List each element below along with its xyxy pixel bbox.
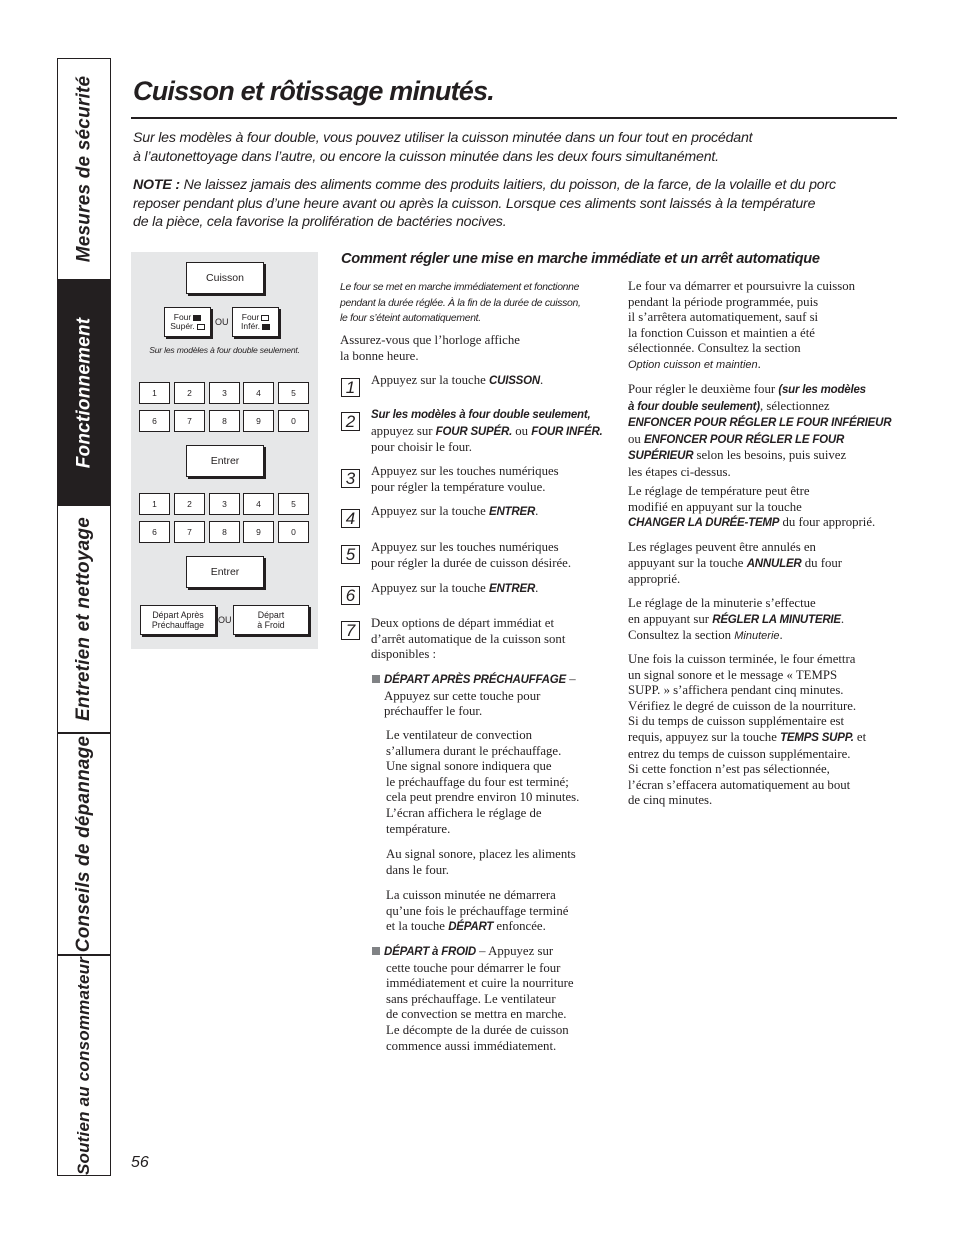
page-title: Cuisson et rôtissage minutés. (133, 76, 494, 106)
keypad-2-key-1: 1 (139, 493, 170, 515)
col3-paragraph-4: Les réglages peuvent être annulés en appuyant sur la touche ANNULER du four approprié. (628, 540, 843, 587)
step-1-text: Appuyez sur la touche CUISSON. (371, 373, 544, 387)
tab-conseils-depannage[interactable]: Conseils de dépannage (57, 733, 111, 955)
step-6-text: Appuyez sur la touche ENTRER. (371, 581, 539, 595)
col3-paragraph-3: Le réglage de température peut être modifié en appuyant sur la touche CHANGER LA DURÉE-TEMP du four approprié. (628, 484, 876, 530)
keypad-1-key-5: 5 (278, 382, 309, 404)
four-super-key: Four Supér. (164, 307, 211, 337)
keypad-1-key-6: 6 (139, 410, 170, 432)
step-4-text: Appuyez sur la touche ENTRER. (371, 504, 539, 518)
indicator-filled-icon (193, 315, 201, 321)
ou-label: OU (215, 317, 229, 327)
step-number-1: 1 (341, 378, 360, 397)
four-infer-key: Four Infér. (232, 307, 279, 337)
step-number-6: 6 (341, 586, 360, 605)
indicator-empty-icon (197, 324, 205, 330)
col3-paragraph-6: Une fois la cuisson terminée, le four émettra un signal sonore et le message « TEMPS SUPP. » s’affichera pendant cinq minutes. Vérifiez le degré de cuisson de la nourriture. Si du temps de cuisson supplémentaire est requis, appuyez sur la touche TEMPS SUPP. et entrez du temps de cuisson supplémentaire. Si cette fonction n’est pas sélectionnée, l’écran s’effacera automatiquement au bout de cinq minutes. (628, 652, 867, 808)
option-1-paragraph-2: Le ventilateur de convection s’allumera durant le préchauffage. Une signal sonore indiquera que le préchauffage du four est terminé; cela peut prendre environ 10 minutes. L’écran affichera le réglage de température. (386, 728, 580, 836)
indicator-filled-icon (262, 324, 270, 330)
keypad-1-key-2: 2 (174, 382, 205, 404)
bullet-square-icon (372, 675, 380, 683)
step-number-3: 3 (341, 469, 360, 488)
option-1-paragraph-3: Au signal sonore, placez les aliments dans le four. (386, 847, 576, 877)
step-number-2: 2 (341, 412, 360, 431)
tab-fonctionnement[interactable]: Fonctionnement (57, 280, 111, 505)
step-3-text: Appuyez sur les touches numériques pour régler la température voulue. (371, 464, 559, 494)
step-7-text: Deux options de départ immédiat et d’arrêt automatique de la cuisson sont disponibles : (371, 616, 566, 662)
entrer-key-1: Entrer (186, 445, 264, 477)
step-number-7: 7 (341, 621, 360, 640)
step-number-4: 4 (341, 509, 360, 528)
keypad-1-key-9: 9 (243, 410, 274, 432)
col3-paragraph-1: Le four va démarrer et poursuivre la cuisson pendant la période programmée, puis il s’arrêtera automatiquement, sauf si la fonction Cuisson et maintien a été sélectionnée. Consultez la section Option cuisson et maintien. (628, 279, 856, 371)
note-paragraph: NOTE : Ne laissez jamais des aliments comme des produits laitiers, du poisson, de la farce, de la volaille et du porc reposer pendant plus d’une heure avant ou après la cuisson. Lorsque ces aliments sont laissés à la température de la pièce, cela favorise la prolifération de bactéries nocives. (133, 177, 836, 230)
title-rule (131, 117, 897, 119)
side-tabs (57, 58, 111, 1176)
keypad-2-key-3: 3 (209, 493, 240, 515)
lead-text: Le four se met en marche immédiatement et fonctionne pendant la durée réglée. À la fin de la durée de cuisson, le four s’éteint automatiquement. (340, 282, 581, 324)
page-number: 56 (131, 1154, 149, 1171)
keypad-2-key-2: 2 (174, 493, 205, 515)
clock-text: Assurez-vous que l’horloge affiche la bonne heure. (340, 333, 520, 363)
keypad-1-key-4: 4 (243, 382, 274, 404)
ou-label: OU (218, 615, 232, 625)
keypad-2-key-0: 0 (278, 521, 309, 543)
panel-note: Sur les modèles à four double seulement. (149, 345, 300, 355)
col3-paragraph-2: Pour régler le deuxième four (sur les modèles à four double seulement), sélectionnez ENFONCER POUR RÉGLER LE FOUR INFÉRIEUR ou ENFONCER POUR RÉGLER LE FOUR SUPÉRIEUR selon les besoins, puis suivez les étapes ci-dessus. (628, 382, 892, 479)
depart-a-froid-key: Départ à Froid (233, 605, 309, 635)
keypad-1-key-3: 3 (209, 382, 240, 404)
section-heading: Comment régler une mise en marche immédiate et un arrêt automatique (341, 251, 820, 267)
keypad-1-key-8: 8 (209, 410, 240, 432)
cuisson-key: Cuisson (186, 262, 264, 294)
keypad-1-key-1: 1 (139, 382, 170, 404)
tab-soutien-consommateur[interactable]: Soutien au consommateur (57, 955, 111, 1176)
note-label: NOTE : (133, 177, 180, 193)
step-5-text: Appuyez sur les touches numériques pour régler la durée de cuisson désirée. (371, 540, 572, 570)
step-number-5: 5 (341, 545, 360, 564)
tab-entretien-nettoyage[interactable]: Entretien et nettoyage (57, 505, 111, 733)
option-depart-a-froid: DÉPART à FROID – Appuyez sur cette touche pour démarrer le four immédiatement et cuire la nourriture sans préchauffage. Le ventilateur de convection se mettra en marche. Le décompte de la durée de cuisson commence aussi immédiatement. (372, 944, 574, 1054)
entrer-key-2: Entrer (186, 556, 264, 588)
keypad-1-key-7: 7 (174, 410, 205, 432)
indicator-empty-icon (261, 315, 269, 321)
keypad-2-key-7: 7 (174, 521, 205, 543)
keypad-2-key-8: 8 (209, 521, 240, 543)
keypad-2-key-9: 9 (243, 521, 274, 543)
intro-paragraph: Sur les modèles à four double, vous pouvez utiliser la cuisson minutée dans un four tout en procédant à l’autonettoyage dans l’autre, ou encore la cuisson minutée dans les deux fours simultanément. (133, 130, 753, 165)
tab-mesures-securite[interactable]: Mesures de sécurité (57, 58, 111, 280)
keypad-2-key-5: 5 (278, 493, 309, 515)
keypad-2-key-6: 6 (139, 521, 170, 543)
bullet-square-icon (372, 947, 380, 955)
depart-apres-prechauffage-key: Départ Après Préchauffage (140, 605, 216, 635)
option-1-paragraph-4: La cuisson minutée ne démarrera qu’une fois le préchauffage terminé et la touche DÉPART enfoncée. (386, 888, 569, 934)
control-panel-illustration (131, 252, 318, 649)
option-depart-apres-prechauffage: DÉPART APRÈS PRÉCHAUFFAGE – Appuyez sur cette touche pour préchauffer le four. (372, 672, 576, 720)
col3-paragraph-5: Le réglage de la minuterie s’effectue en appuyant sur RÉGLER LA MINUTERIE. Consultez la section Minuterie. (628, 596, 845, 643)
keypad-1-key-0: 0 (278, 410, 309, 432)
step-2-text: Sur les modèles à four double seulement, appuyez sur FOUR SUPÉR. ou FOUR INFÉR. pour choisir le four. (371, 409, 603, 455)
keypad-2-key-4: 4 (243, 493, 274, 515)
